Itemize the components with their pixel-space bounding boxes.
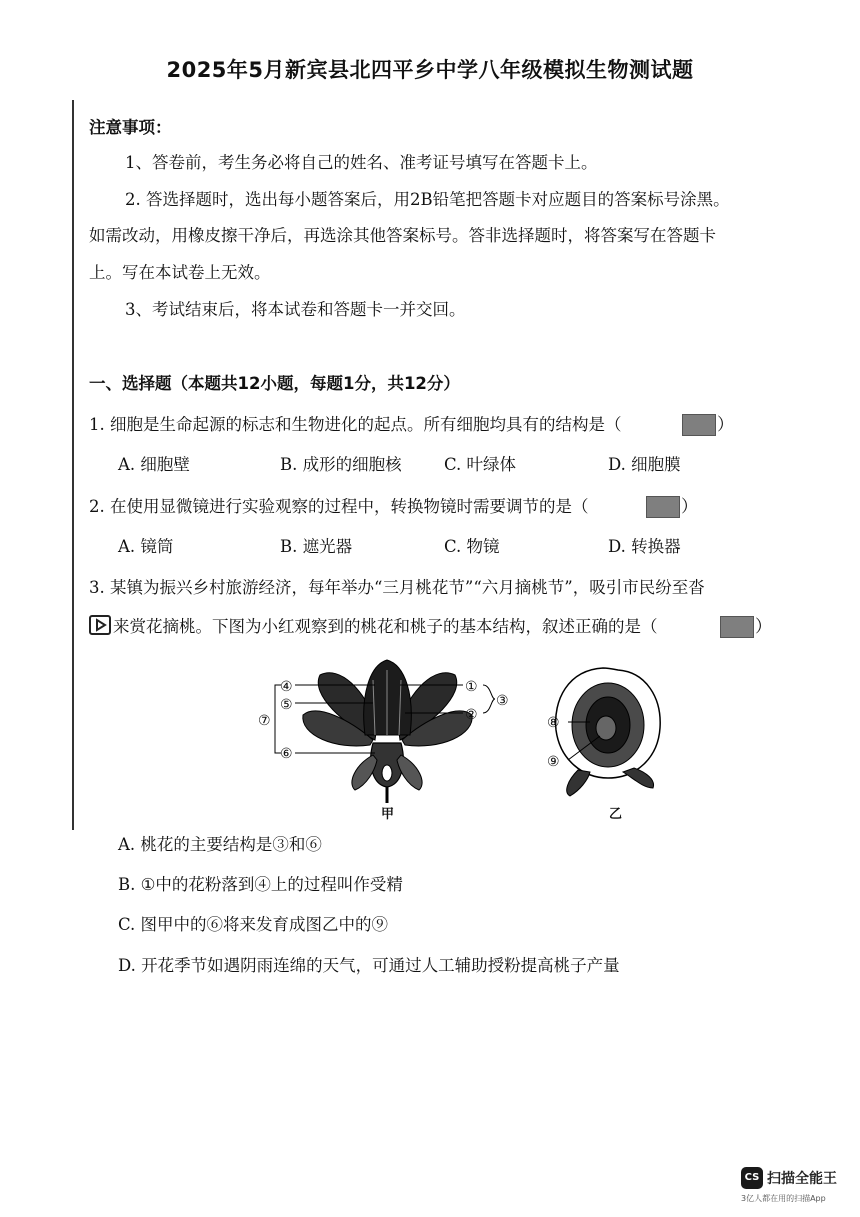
notice-item-2-line-1: 2. 答选择题时，选出每小题答案后，用2B铅笔把答题卡对应题目的答案标号涂黑。 bbox=[125, 190, 730, 209]
bracket-3 bbox=[483, 685, 495, 713]
camscanner-tagline: 3亿人都在用的扫描App bbox=[741, 1194, 826, 1203]
camscanner-logo: CS bbox=[741, 1167, 763, 1189]
peach-flower-figure bbox=[255, 655, 525, 805]
video-play-icon[interactable] bbox=[89, 615, 111, 635]
camscanner-name: 扫描全能王 bbox=[767, 1171, 837, 1187]
notice-item-2-line-2: 如需改动，用橡皮擦干净后，再选涂其他答案标号。答非选择题时，将答案写在答题卡 bbox=[89, 226, 716, 245]
marker-5: ⑤ bbox=[280, 697, 293, 713]
q3-option-a[interactable]: A. 桃花的主要结构是③和⑥ bbox=[118, 835, 322, 854]
q1-close-paren: ） bbox=[717, 415, 734, 435]
page-title: 2025年5月新宾县北四平乡中学八年级模拟生物测试题 bbox=[166, 58, 694, 82]
q3-option-b[interactable]: B. ①中的花粉落到④上的过程叫作受精 bbox=[118, 875, 403, 894]
margin-rule bbox=[72, 100, 74, 830]
marker-7: ⑦ bbox=[258, 713, 271, 729]
q2-stem: 2. 在使用显微镜进行实验观察的过程中，转换物镜时需要调节的是（ bbox=[89, 497, 589, 516]
q2-option-b[interactable]: B. 遮光器 bbox=[280, 537, 353, 556]
q2-option-d[interactable]: D. 转换器 bbox=[608, 537, 681, 556]
notice-item-3: 3、考试结束后，将本试卷和答题卡一并交回。 bbox=[125, 300, 466, 319]
marker-6: ⑥ bbox=[280, 746, 293, 762]
q3-stem-line-1: 3. 某镇为振兴乡村旅游经济，每年举办“三月桃花节”“六月摘桃节”，吸引市民纷至沓 bbox=[89, 578, 705, 597]
q1-option-c[interactable]: C. 叶绿体 bbox=[444, 455, 517, 474]
q3-answer-box[interactable] bbox=[720, 616, 754, 638]
peach-fruit-figure bbox=[548, 660, 668, 800]
q2-option-a[interactable]: A. 镜筒 bbox=[118, 537, 174, 556]
q1-stem: 1. 细胞是生命起源的标志和生物进化的起点。所有细胞均具有的结构是（ bbox=[89, 415, 622, 434]
marker-8: ⑧ bbox=[547, 715, 560, 731]
marker-3: ③ bbox=[496, 693, 509, 709]
q2-option-c[interactable]: C. 物镜 bbox=[444, 537, 500, 556]
notice-item-1: 1、答卷前，考生务必将自己的姓名、准考证号填写在答题卡上。 bbox=[125, 153, 598, 172]
q1-answer-box[interactable] bbox=[682, 414, 716, 436]
q1-option-a[interactable]: A. 细胞壁 bbox=[118, 455, 190, 474]
q3-option-c[interactable]: C. 图甲中的⑥将来发育成图乙中的⑨ bbox=[118, 915, 389, 934]
section-1-heading: 一、选择题（本题共12小题，每题1分，共12分） bbox=[89, 374, 460, 393]
figure-label-yi: 乙 bbox=[609, 807, 623, 822]
q2-answer-box[interactable] bbox=[646, 496, 680, 518]
fruit-stem-leaf bbox=[567, 770, 590, 796]
q1-option-b[interactable]: B. 成形的细胞核 bbox=[280, 455, 402, 474]
q3-stem-line-2: 来赏花摘桃。下图为小红观察到的桃花和桃子的基本结构，叙述正确的是（ bbox=[113, 617, 658, 636]
marker-1: ① bbox=[465, 679, 478, 695]
marker-4: ④ bbox=[280, 679, 293, 695]
figure-label-jia: 甲 bbox=[381, 807, 395, 822]
q3-close-paren: ） bbox=[755, 617, 772, 637]
q1-option-d[interactable]: D. 细胞膜 bbox=[608, 455, 681, 474]
marker-2: ② bbox=[465, 707, 478, 723]
ovule bbox=[382, 765, 392, 781]
notice-item-2-line-3: 上。写在本试卷上无效。 bbox=[89, 263, 271, 282]
marker-9: ⑨ bbox=[547, 754, 560, 770]
fruit-leaf bbox=[623, 768, 654, 788]
q2-close-paren: ） bbox=[681, 497, 698, 517]
q3-option-d[interactable]: D. 开花季节如遇阴雨连绵的天气，可通过人工辅助授粉提高桃子产量 bbox=[118, 956, 620, 975]
notice-heading: 注意事项： bbox=[89, 118, 172, 137]
